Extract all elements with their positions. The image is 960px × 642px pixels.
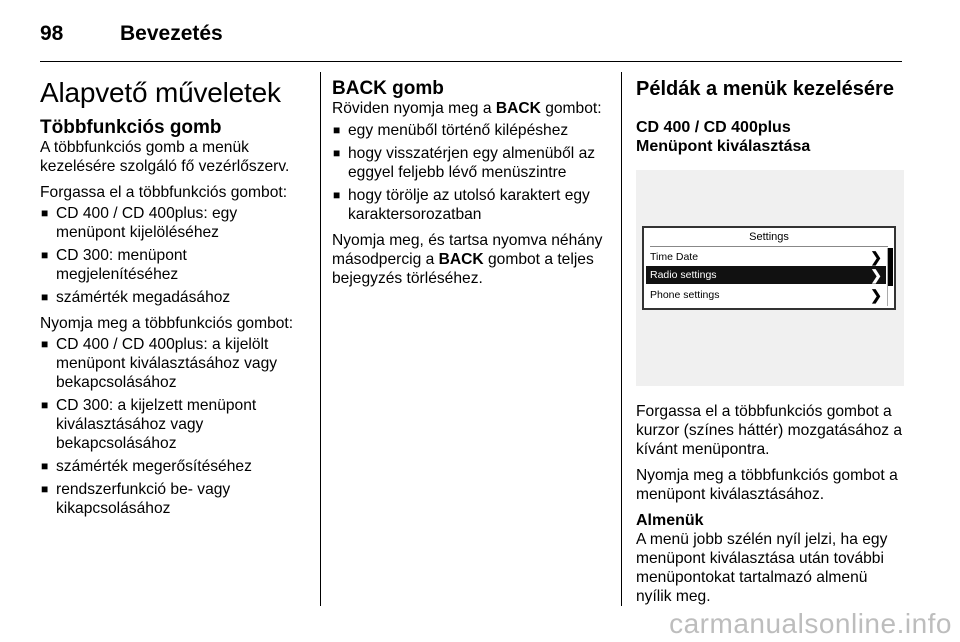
hold-paragraph (332, 231, 608, 288)
subsection-title: BACK gomb (332, 78, 444, 99)
back-intro (332, 99, 608, 118)
chevron-right-icon: ❯ (870, 267, 882, 283)
list-item: ■ számérték megerősítéséhez (40, 457, 308, 476)
list-item: ■ hogy törölje az utolsó karaktert egy karaktersorozatban (332, 186, 608, 224)
section-title: Alapvető műveletek (40, 77, 281, 108)
submenu-paragraph: A menü jobb szélén nyíl jelzi, ha egy menüpont kiválasztása után további menüpontokat tartalmazó almenü nyílik meg. (636, 531, 888, 605)
back-intro-text: gombot: (540, 100, 602, 117)
screen-title: Settings (749, 231, 789, 243)
column-1 (40, 74, 308, 525)
submenu-title: Almenük (636, 512, 704, 529)
paragraph: Forgassa el a többfunkciós gombot a kurzor (színes háttér) mozgatásához a kívánt menüpontra. (636, 403, 903, 458)
chevron-right-icon: ❯ (870, 249, 882, 265)
list-item: ■ számérték megadásához (40, 288, 308, 307)
scrollbar-thumb (888, 248, 893, 286)
back-intro-text: Röviden nyomja meg a (332, 100, 496, 117)
subsection-title: Menüpont kiválasztása (636, 138, 811, 155)
intro-paragraph: A többfunkciós gomb a menük kezelésére szolgáló fő vezérlőszerv. (40, 139, 290, 175)
scrollbar (887, 248, 892, 306)
chapter-title: Bevezetés (120, 22, 223, 45)
menu-item-time-date (646, 248, 886, 266)
model-title: CD 400 / CD 400plus (636, 119, 791, 136)
subsection-title: Többfunkciós gomb (40, 117, 222, 138)
settings-screen-illustration (636, 170, 904, 386)
back-list (332, 121, 608, 224)
page-number: 98 (40, 22, 64, 45)
display-screen (642, 226, 896, 310)
menu-item-radio-settings (646, 266, 886, 284)
menu-item-phone-settings (646, 286, 886, 304)
chevron-right-icon: ❯ (870, 287, 882, 303)
column-divider (320, 72, 321, 606)
list-item: ■ rendszerfunkció be- vagy kikapcsolásához (40, 480, 308, 518)
menu-item-label: Time Date (650, 251, 699, 263)
watermark: carmanualsonline.info (669, 608, 952, 639)
turn-intro: Forgassa el a többfunkciós gombot: (40, 184, 288, 201)
paragraph: Nyomja meg a többfunkciós gombot a menüpont kiválasztásához. (636, 467, 898, 503)
list-item: ■ CD 400 / CD 400plus: a kijelölt menüpont kiválasztásához vagy bekapcsolásához (40, 335, 308, 392)
screen-divider (650, 246, 888, 247)
column-divider (621, 72, 622, 606)
list-item: ■ CD 300: menüpont megjelenítéséhez (40, 246, 308, 284)
section-title: Példák a menük kezelésére (636, 78, 894, 100)
list-item: ■ hogy visszatérjen egy almenüből az eggyel feljebb lévő menüszintre (332, 144, 608, 182)
hold-text: Nyomja meg, és tartsa nyomva néhány másodpercig a (332, 232, 603, 268)
turn-list (40, 204, 308, 307)
header-rule (40, 61, 902, 62)
list-item: ■ egy menüből történő kilépéshez (332, 121, 608, 140)
back-keyword: BACK (438, 251, 484, 268)
menu-item-label: Phone settings (650, 289, 720, 301)
list-item: ■ CD 400 / CD 400plus: egy menüpont kijelöléséhez (40, 204, 308, 242)
press-list (40, 335, 308, 518)
press-intro: Nyomja meg a többfunkciós gombot: (40, 315, 294, 332)
column-2 (332, 74, 608, 295)
back-keyword: BACK (495, 100, 541, 117)
list-item: ■ CD 300: a kijelzett menüpont kiválasztásához vagy bekapcsolásához (40, 396, 308, 453)
hold-text: gombot a teljes bejegyzés törléséhez. (332, 251, 594, 287)
menu-item-label: Radio settings (650, 269, 717, 281)
page-header (40, 16, 223, 52)
column-3 (636, 74, 904, 613)
